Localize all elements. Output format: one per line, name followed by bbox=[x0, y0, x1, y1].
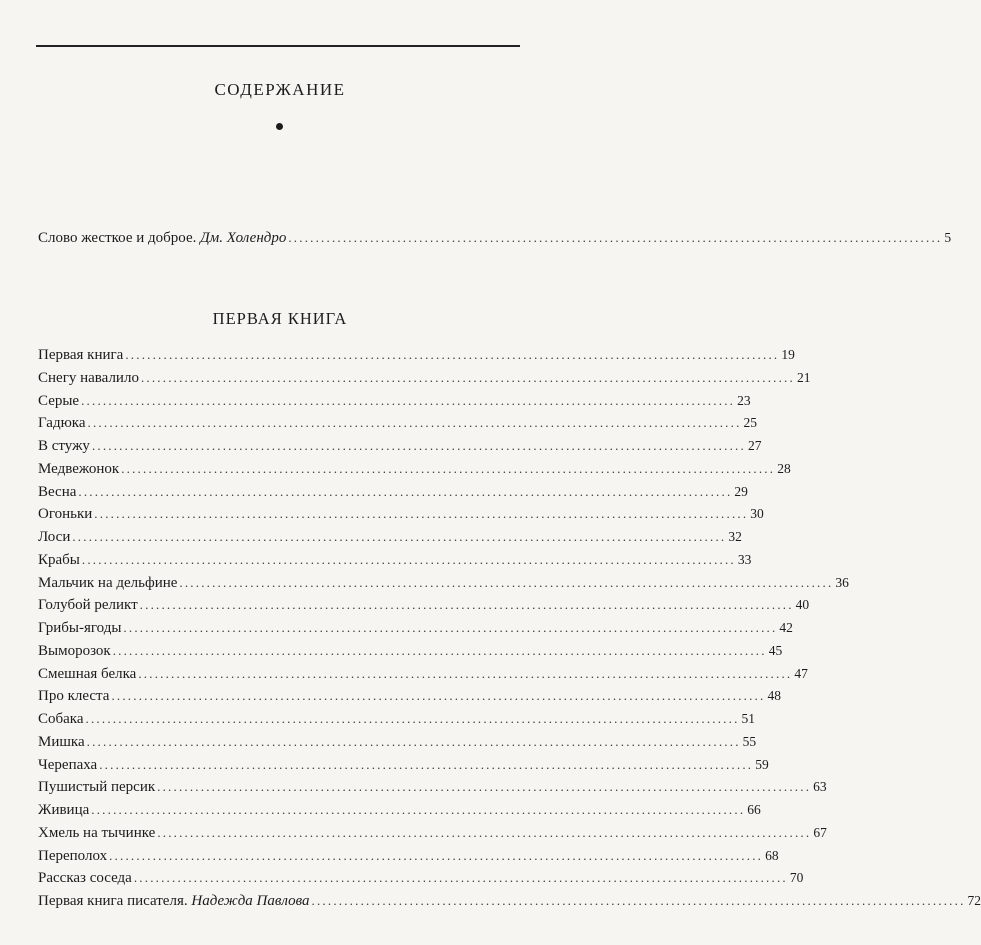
dot-leader: ........................................................................................................................ bbox=[133, 870, 788, 886]
entry-page: 36 bbox=[835, 574, 849, 590]
toc-entry[interactable] bbox=[38, 617, 793, 639]
page-title: СОДЕРЖАНИЕ bbox=[214, 80, 346, 99]
entry-title: Выморозок bbox=[38, 642, 111, 659]
dot-leader: ........................................................................................................................ bbox=[91, 802, 746, 817]
dot-leader: ........................................................................................................................ bbox=[112, 642, 767, 658]
entry-page: 30 bbox=[750, 506, 764, 522]
entry-title: Черепаха bbox=[38, 756, 98, 773]
top-rule bbox=[36, 45, 520, 47]
entry-title: Собака bbox=[38, 711, 84, 727]
toc-entry[interactable] bbox=[38, 390, 751, 412]
toc-entry[interactable] bbox=[38, 526, 742, 548]
dot-leader: ........................................................................................................................ bbox=[91, 438, 746, 453]
toc-entry-afterword[interactable] bbox=[38, 890, 981, 912]
entry-title: Мальчик на дельфине bbox=[38, 574, 178, 591]
dot-leader: ........................................................................................................................ bbox=[81, 392, 736, 408]
toc-entry[interactable] bbox=[38, 594, 810, 616]
entry-title: Слово жесткое и доброе. Дм. Холендро bbox=[38, 230, 287, 246]
dot-leader: ........................................................................................................................ bbox=[157, 824, 812, 840]
toc-entry[interactable] bbox=[38, 549, 752, 571]
bullet-ornament bbox=[276, 123, 283, 130]
dot-leader: ........................................................................................................................ bbox=[288, 230, 943, 245]
entry-title: Гадюка bbox=[38, 415, 86, 432]
dot-leader: ........................................................................................................................ bbox=[157, 779, 812, 795]
entry-page: 29 bbox=[734, 483, 748, 499]
entry-page: 21 bbox=[796, 369, 811, 385]
toc-entry[interactable] bbox=[38, 458, 791, 480]
dot-leader: ........................................................................................................................ bbox=[111, 688, 766, 704]
entry-page: 42 bbox=[779, 620, 793, 635]
toc-entry[interactable] bbox=[38, 412, 758, 434]
entry-page: 55 bbox=[742, 733, 757, 749]
entry-page: 67 bbox=[813, 824, 827, 840]
toc-entry[interactable] bbox=[38, 344, 795, 366]
entry-title: Весна bbox=[38, 483, 77, 500]
entry-page: 5 bbox=[944, 230, 952, 245]
dot-leader: ........................................................................................................................ bbox=[139, 597, 794, 613]
dot-leader: ........................................................................................................................ bbox=[86, 733, 741, 749]
entry-page: 68 bbox=[765, 847, 779, 863]
entry-title: Лоси bbox=[38, 529, 71, 545]
entry-title: Мишка bbox=[38, 733, 85, 750]
toc-entry[interactable] bbox=[38, 503, 764, 525]
toc-entry[interactable] bbox=[38, 367, 811, 389]
entry-title: Крабы bbox=[38, 551, 80, 568]
toc-entry[interactable] bbox=[38, 822, 827, 844]
entry-page: 48 bbox=[767, 688, 781, 704]
entry-page: 33 bbox=[737, 551, 752, 567]
entry-title: Смешная белка bbox=[38, 665, 137, 682]
entry-page: 27 bbox=[747, 438, 762, 453]
entry-title: Пушистый персик bbox=[38, 779, 156, 796]
dot-leader: ........................................................................................................................ bbox=[72, 529, 727, 544]
dot-leader: ........................................................................................................................ bbox=[140, 369, 795, 385]
entry-title: Медвежонок bbox=[38, 460, 120, 477]
entry-page: 45 bbox=[768, 642, 783, 658]
dot-leader: ........................................................................................................................ bbox=[311, 893, 966, 908]
entry-page: 47 bbox=[794, 665, 808, 681]
entry-author: Надежда Павлова bbox=[191, 893, 310, 909]
entry-page: 28 bbox=[777, 460, 791, 476]
dot-leader: ........................................................................................................................ bbox=[87, 415, 742, 431]
entry-page: 70 bbox=[789, 870, 804, 886]
dot-leader: ........................................................................................................................ bbox=[78, 483, 733, 499]
entry-title: Голубой реликт bbox=[38, 597, 138, 614]
entry-page: 32 bbox=[728, 529, 742, 544]
entry-title: Живица bbox=[38, 802, 90, 818]
toc-entry[interactable] bbox=[38, 481, 748, 503]
toc-entry[interactable] bbox=[38, 845, 779, 867]
section-title: ПЕРВАЯ КНИГА bbox=[212, 309, 348, 328]
toc-entry[interactable] bbox=[38, 663, 808, 685]
entry-title: Про клеста bbox=[38, 688, 110, 705]
toc-entry[interactable] bbox=[38, 708, 756, 730]
toc-entry[interactable] bbox=[38, 640, 783, 662]
dot-leader: ........................................................................................................................ bbox=[179, 574, 834, 590]
entry-page: 72 bbox=[967, 893, 981, 908]
entry-title: Огоньки bbox=[38, 506, 93, 523]
entry-page: 51 bbox=[741, 711, 756, 726]
entry-title: Рассказ соседа bbox=[38, 870, 132, 887]
toc-entry[interactable] bbox=[38, 435, 762, 457]
entry-page: 40 bbox=[795, 597, 810, 613]
toc-entry[interactable] bbox=[38, 776, 827, 798]
dot-leader: ........................................................................................................................ bbox=[123, 620, 778, 635]
toc-entry[interactable] bbox=[38, 754, 769, 776]
dot-leader: ........................................................................................................................ bbox=[121, 460, 776, 476]
entry-title: Серые bbox=[38, 392, 80, 409]
entry-title: Переполох bbox=[38, 847, 108, 864]
dot-leader: ........................................................................................................................ bbox=[125, 347, 780, 362]
entry-page: 59 bbox=[755, 756, 769, 772]
dot-leader: ........................................................................................................................ bbox=[99, 756, 754, 772]
toc-entry[interactable] bbox=[38, 685, 781, 707]
entry-page: 19 bbox=[781, 347, 795, 362]
entry-title: Первая книга bbox=[38, 347, 124, 363]
dot-leader: ........................................................................................................................ bbox=[94, 506, 749, 522]
toc-entry[interactable] bbox=[38, 572, 849, 594]
toc-entry[interactable] bbox=[38, 867, 804, 889]
dot-leader: ........................................................................................................................ bbox=[85, 711, 740, 726]
entry-title: Первая книга писателя. Надежда Павлова bbox=[38, 893, 310, 909]
entry-title: Грибы-ягоды bbox=[38, 620, 122, 636]
entry-page: 23 bbox=[737, 392, 751, 408]
entry-title: Хмель на тычинке bbox=[38, 824, 156, 841]
entry-page: 66 bbox=[747, 802, 761, 817]
entry-title: В стужу bbox=[38, 438, 90, 454]
dot-leader: ........................................................................................................................ bbox=[138, 665, 793, 681]
entry-title: Снегу навалило bbox=[38, 369, 139, 386]
toc-entry[interactable] bbox=[38, 799, 761, 821]
entry-page: 25 bbox=[743, 415, 758, 431]
dot-leader: ........................................................................................................................ bbox=[81, 551, 736, 567]
dot-leader: ........................................................................................................................ bbox=[109, 847, 764, 863]
toc-entry[interactable] bbox=[38, 731, 757, 753]
entry-author: Дм. Холендро bbox=[200, 230, 287, 246]
entry-page: 63 bbox=[813, 779, 827, 795]
toc-entry-intro[interactable] bbox=[38, 227, 952, 249]
